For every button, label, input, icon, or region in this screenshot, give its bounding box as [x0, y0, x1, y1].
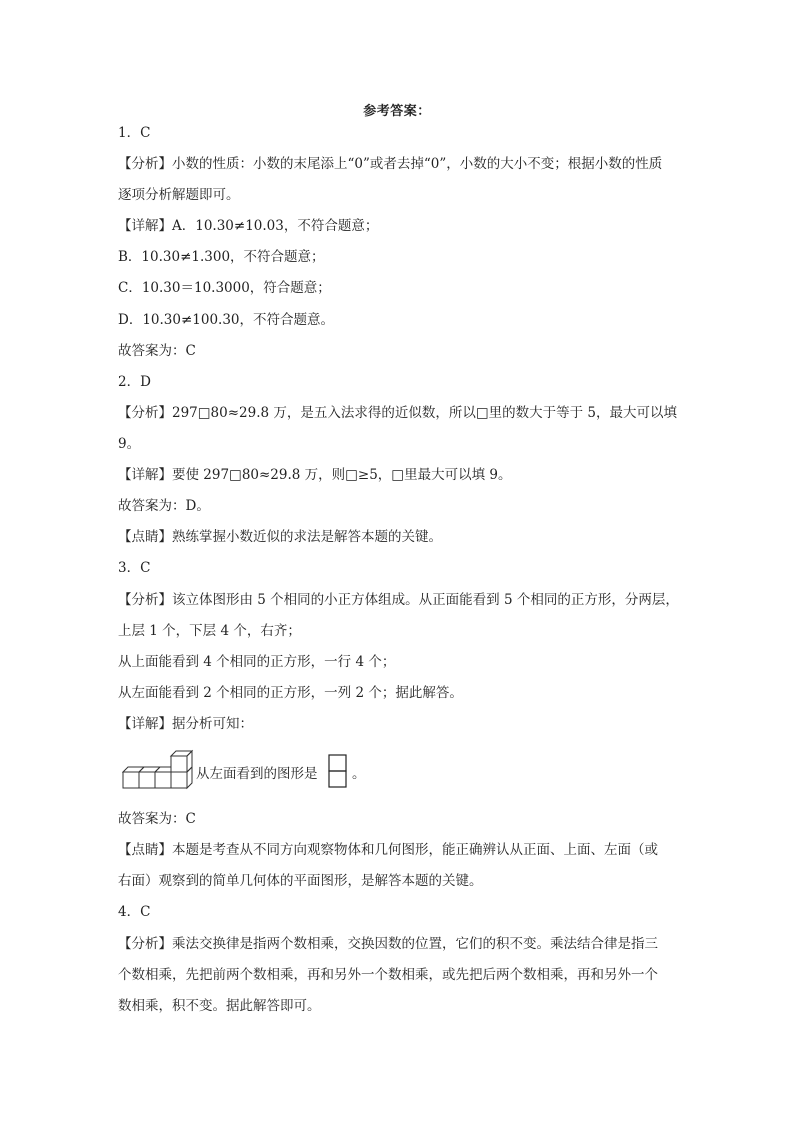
answer-2-analysis-cont: 9。 — [118, 436, 141, 452]
answer-1-number: 1．C — [118, 125, 151, 141]
answer-2-result: 故答案为：D。 — [118, 498, 210, 514]
cube-solid-figure — [122, 748, 194, 794]
answer-1-result: 故答案为：C — [118, 343, 196, 359]
answer-3-note: 【点睛】本题是考查从不同方向观察物体和几何图形，能正确辨认从正面、上面、左面（或 — [118, 842, 658, 858]
answer-2-note: 【点睛】熟练掌握小数近似的求法是解答本题的关键。 — [118, 529, 442, 545]
answer-4-number: 4．C — [118, 904, 151, 920]
answer-3-detail: 【详解】据分析可知： — [118, 716, 253, 732]
figure-caption: 从左面看到的图形是 — [196, 766, 318, 782]
page-title: 参考答案： — [363, 104, 431, 119]
answer-3-number: 3．C — [118, 560, 151, 576]
answer-3-figure — [122, 748, 522, 794]
answer-4-analysis-cont: 个数相乘，先把前两个数相乘，再和另外一个数相乘，或先把后两个数相乘，再和另外一个 — [118, 967, 658, 983]
answer-1-analysis-cont: 逐项分析解题即可。 — [118, 187, 240, 203]
answer-4-analysis-end: 数相乘，积不变。据此解答即可。 — [118, 998, 321, 1014]
answer-1-analysis: 【分析】小数的性质：小数的末尾添上“0”或者去掉“0”，小数的大小不变；根据小数的性质 — [118, 156, 663, 172]
answer-2-number: 2．D — [118, 374, 151, 390]
answer-1-detail-b: B．10.30≠1.300，不符合题意； — [118, 249, 325, 265]
answer-3-analysis-left: 从左面能看到 2 个相同的正方形，一列 2 个；据此解答。 — [118, 685, 463, 701]
answer-2-detail: 【详解】要使 297□80≈29.8 万，则□≥5，□里最大可以填 9。 — [118, 467, 512, 483]
answer-3-analysis: 【分析】该立体图形由 5 个相同的小正方体组成。从正面能看到 5 个相同的正方形，分两层， — [118, 592, 679, 608]
answer-1-detail-d: D．10.30≠100.30，不符合题意。 — [118, 312, 335, 328]
answer-3-analysis-top: 从上面能看到 4 个相同的正方形，一行 4 个； — [118, 654, 396, 670]
left-view-figure — [328, 754, 348, 790]
answer-3-analysis-cont: 上层 1 个，下层 4 个，右齐； — [118, 623, 301, 639]
answer-4-analysis: 【分析】乘法交换律是指两个数相乘，交换因数的位置，它们的积不变。乘法结合律是指三 — [118, 936, 658, 952]
answer-2-analysis: 【分析】297□80≈29.8 万，是五入法求得的近似数，所以□里的数大于等于 5，最大可以填 — [118, 405, 677, 421]
figure-period: 。 — [352, 766, 366, 782]
answer-1-detail-c: C．10.30＝10.3000，符合题意； — [118, 280, 331, 296]
answer-3-result: 故答案为：C — [118, 811, 196, 827]
answer-1-detail-a: 【详解】A．10.30≠10.03，不符合题意； — [118, 218, 379, 234]
answer-3-note-cont: 右面）观察到的简单几何体的平面图形，是解答本题的关键。 — [118, 873, 483, 889]
